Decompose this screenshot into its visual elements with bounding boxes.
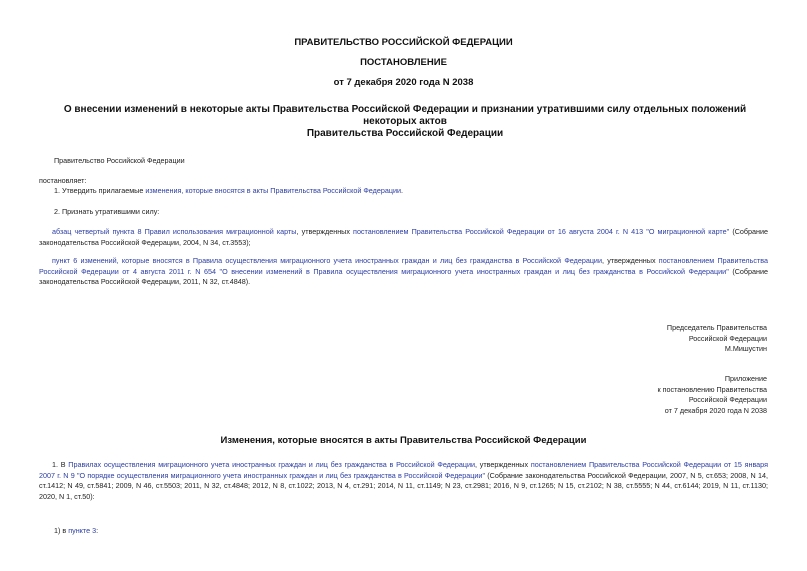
signature-country: Российской Федерации [688,333,767,343]
annul-item-1 [39,227,768,248]
doc-type: ПОСТАНОВЛЕНИЕ [360,57,447,68]
c1-tail: (Собрание законодательства Российской Федерации, 2007, N 5, ст.653; 2008, N 14, ст.1412; N 49, ст.5841; 2009, N 46, ст.5503; 2011, N 32, ст.4848; 2012, N 8, ст.1022; 2013, N 4, ст.291; 2014, N 11, ст.1149; N 23, ст.2981; 2016, N 9, ст.1265; N 15, ст.2102; N 38, ст.5555; N 44, ст.6144; 2019, N 11, ст.1130; 2020, N 1, ст.50): [39,470,768,501]
p1-suffix: . [400,186,403,195]
appendix-country: Российской Федерации [688,395,767,404]
paragraph-1 [54,186,403,197]
link-migration-registration-rules[interactable]: Правилах осуществления миграционного учета иностранных граждан и лиц без гражданства в Российской Федерации [68,460,475,469]
link-item-6-changes[interactable]: пункт 6 изменений, которые вносятся в Правила осуществления миграционного учета иностранных граждан и лиц без гражданства в Российской Федерации [52,256,602,265]
link-resolution-413[interactable]: постановлением Правительства Российской Федерации от 16 августа 2004 г. N 413 "О миграционной карте" [353,227,730,236]
a2-mid: , утвержденных [601,256,659,265]
link-resolution-9[interactable]: постановлением Правительства Российской Федерации от 15 января 2007 г. N 9 "О порядке осуществления миграционного учета иностранных граждан и лиц без гражданства в Российской Федерации" [39,460,768,480]
c1-1-prefix: 1) в [54,526,69,535]
appendix-block [657,374,767,416]
signature-name: М.Мишустин [724,344,767,353]
changes-subitem-1 [54,526,98,537]
title-line-1: О внесении изменений в некоторые акты Правительства Российской Федерации и признании утратившими силу отдельных положений некоторых актов [63,104,747,127]
a1-mid: , утвержденных [296,227,354,236]
document-title [50,104,760,140]
a1-tail: (Собрание законодательства Российской Федерации, 2004, N 34, ст.3553); [39,227,768,247]
c1-1-suffix: : [96,526,99,535]
link-changes[interactable]: изменения, которые вносятся в акты Правительства Российской Федерации [145,186,401,195]
appendix-date: от 7 декабря 2020 года N 2038 [664,405,767,415]
link-point-3[interactable]: пункте 3 [68,526,97,535]
appendix-ref: к постановлению Правительства [657,384,767,394]
title-line-2: Правительства Российской Федерации [306,128,504,139]
signature-block [667,323,767,355]
government-line: Правительство Российской Федерации [54,156,185,165]
changes-item-1 [39,460,768,502]
paragraph-2: 2. Признать утратившими силу: [54,207,160,216]
link-resolution-654[interactable]: постановлением Правительства Российской Федерации от 4 августа 2011 г. N 654 "О внесении изменений в Правила осуществления миграционного учета иностранных граждан и лиц без гражданства в Российской Федерации" [39,256,768,276]
signature-position: Председатель Правительства [666,323,767,332]
c1-prefix: 1. В [52,460,69,469]
a2-tail: (Собрание законодательства Российской Федерации, 2011, N 32, ст.4848). [39,266,768,286]
resolves-line: постановляет: [39,176,87,185]
p1-prefix: 1. Утвердить прилагаемые [54,186,146,195]
annul-item-2 [39,256,768,288]
link-migration-card-rules[interactable]: абзац четвертый пункта 8 Правил использования миграционной карты [52,227,297,236]
appendix-label: Приложение [724,374,767,383]
changes-title: Изменения, которые вносятся в акты Правительства Российской Федерации [220,435,587,446]
c1-mid: , утвержденных [475,460,531,469]
org-name: ПРАВИТЕЛЬСТВО РОССИЙСКОЙ ФЕДЕРАЦИИ [294,37,513,48]
doc-date-number: от 7 декабря 2020 года N 2038 [333,77,474,88]
